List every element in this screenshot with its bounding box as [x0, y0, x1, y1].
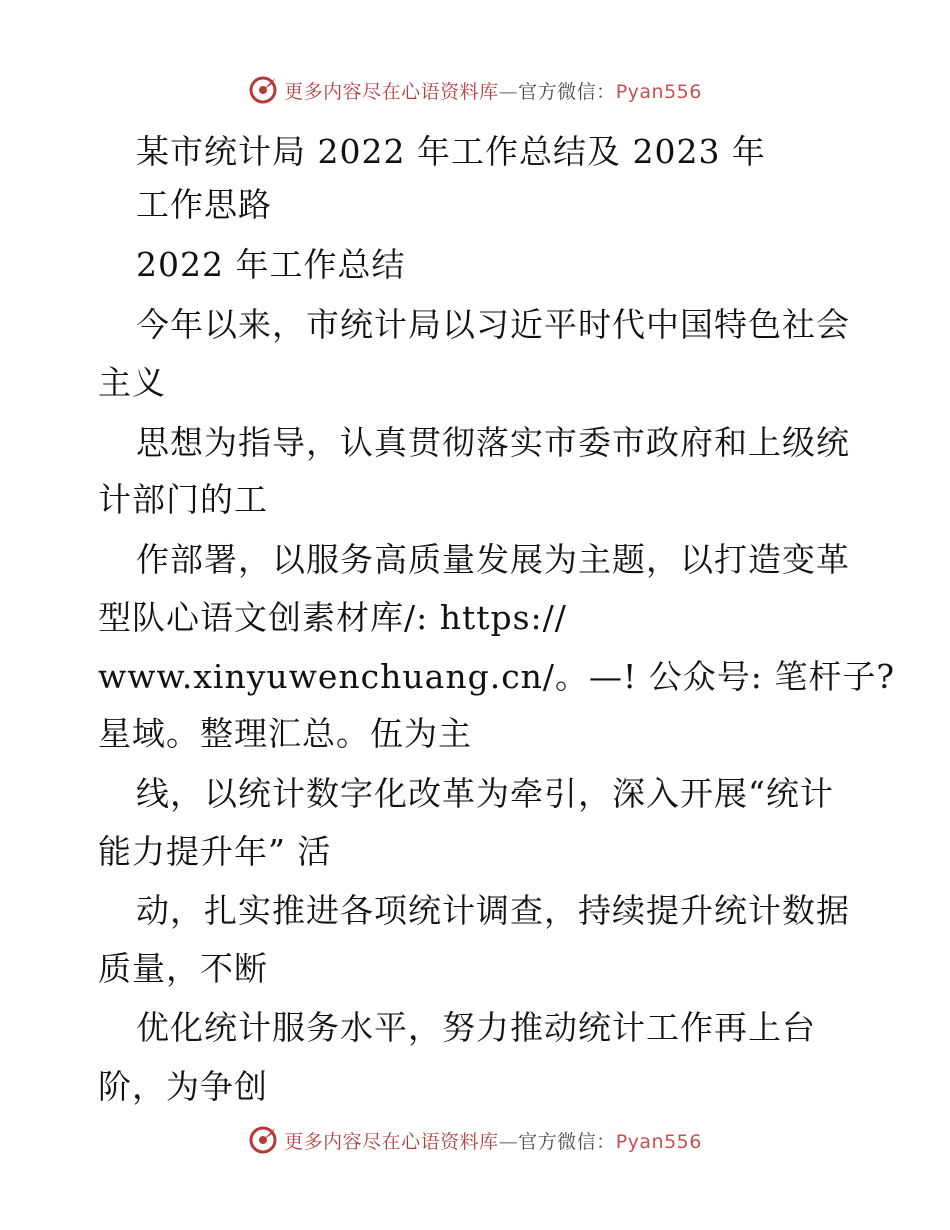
paragraph-line: 思想为指导，认真贯彻落实市委市政府和上级统: [136, 423, 850, 462]
paragraph-line: 质量，不断: [98, 949, 268, 988]
header-banner: [0, 70, 950, 110]
banner-dash: —: [498, 1130, 519, 1153]
paragraph-line: 计部门的工: [98, 480, 268, 519]
quill-logo-icon: [248, 1125, 278, 1155]
banner-main-text: 更多内容尽在心语资料库: [284, 1130, 499, 1153]
banner-wechat-label: 官方微信：: [518, 80, 616, 103]
footer-banner: [0, 1120, 950, 1160]
paragraph-line: 主义: [98, 363, 166, 402]
paragraph-line: 优化统计服务水平，努力推动统计工作再上台: [136, 1008, 816, 1047]
paragraph-line: 阶，为争创: [98, 1067, 268, 1106]
banner-wechat-id: Pyan556: [615, 80, 702, 103]
banner-dash: —: [498, 80, 519, 103]
paragraph-line: 作部署，以服务高质量发展为主题，以打造变革: [136, 540, 850, 579]
paragraph-line: 动，扎实推进各项统计调查，持续提升统计数据: [136, 891, 850, 930]
section-heading: 2022 年工作总结: [136, 245, 406, 284]
banner-wechat-id: Pyan556: [615, 1130, 702, 1153]
doc-title-line-2: 工作思路: [136, 185, 272, 224]
paragraph-line: 能力提升年” 活: [98, 832, 332, 871]
paragraph-line: 今年以来，市统计局以习近平时代中国特色社会: [136, 305, 850, 344]
paragraph-line: 型队心语文创素材库/: https://: [98, 598, 567, 637]
doc-title-line-1: 某市统计局 2022 年工作总结及 2023 年: [136, 132, 766, 171]
quill-logo-icon: [248, 75, 278, 105]
paragraph-line: 线，以统计数字化改革为牵引，深入开展“统计: [136, 774, 834, 813]
paragraph-line: www.xinyuwenchuang.cn/。—! 公众号: 笔杆子?: [98, 657, 896, 696]
banner-wechat-label: 官方微信：: [518, 1130, 616, 1153]
banner-text: [284, 1127, 702, 1154]
paragraph-line: 星域。整理汇总。伍为主: [98, 714, 472, 753]
banner-main-text: 更多内容尽在心语资料库: [284, 80, 499, 103]
banner-text: [284, 77, 702, 104]
